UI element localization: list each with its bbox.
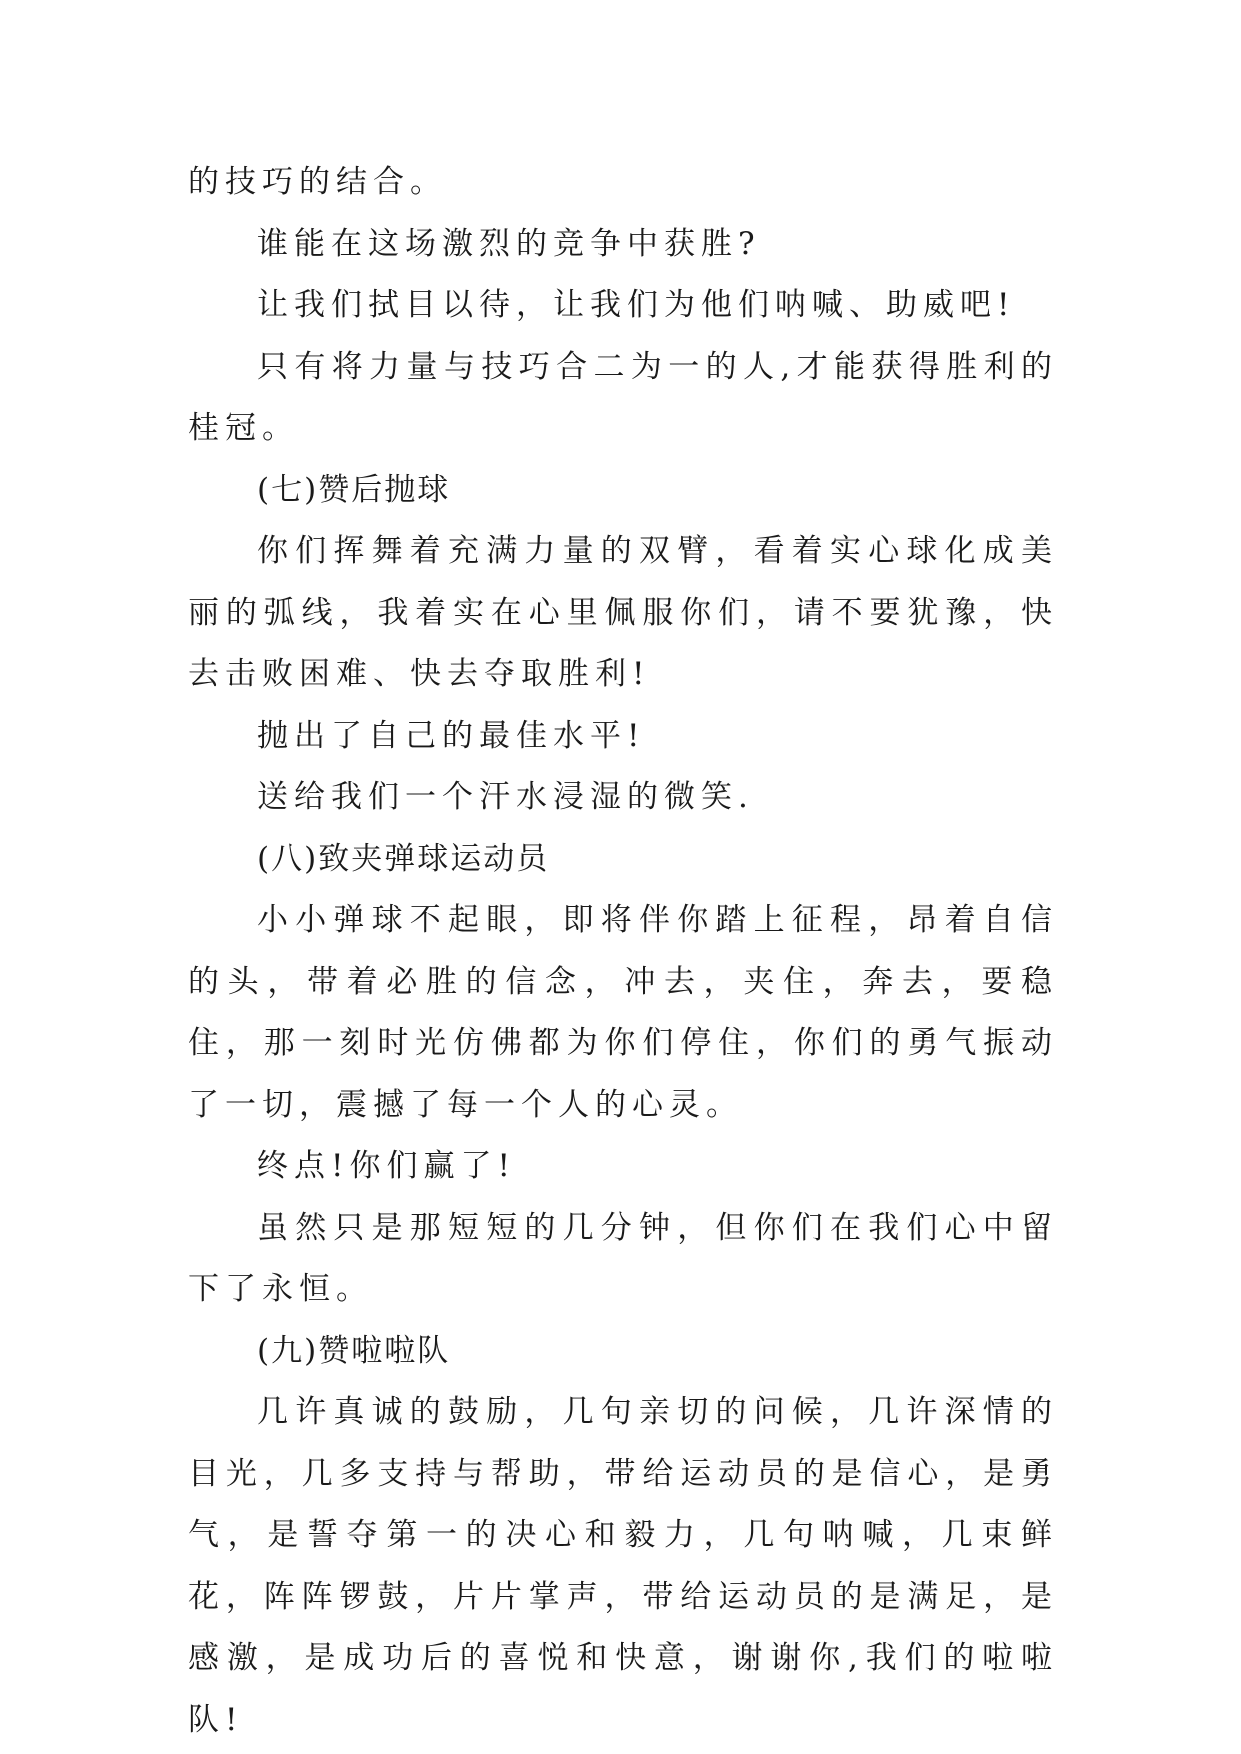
paragraph: 虽然只是那短短的几分钟，但你们在我们心中留下了永恒。 xyxy=(188,1209,1058,1307)
paragraph: 小小弹球不起眼，即将伴你踏上征程，昂着自信的头，带着必胜的信念，冲去，夹住，奔去，要稳住，那一刻时光仿佛都为你们停住，你们的勇气振动了一切，震撼了每一个人的心灵。 xyxy=(188,902,1058,1123)
section-heading-9: (九)赞啦啦队 xyxy=(257,1332,451,1369)
paragraph: 送给我们一个汗水浸湿的微笑. xyxy=(257,779,754,815)
paragraph: 终点!你们赢了! xyxy=(257,1148,516,1184)
paragraph: 只有将力量与技巧合二为一的人,才能获得胜利的桂冠。 xyxy=(188,348,1058,446)
document-body xyxy=(188,152,1058,1751)
section-heading-8: (八)致夹弹球运动员 xyxy=(257,840,550,877)
paragraph: 你们挥舞着充满力量的双臂，看着实心球化成美丽的弧线，我着实在心里佩服你们，请不要犹豫，快去击败困难、快去夺取胜利! xyxy=(188,533,1058,692)
paragraph: 让我们拭目以待，让我们为他们呐喊、助威吧! xyxy=(257,287,1016,323)
paragraph-continuation: 的技巧的结合。 xyxy=(188,164,447,200)
section-heading-7: (七)赞后抛球 xyxy=(257,471,451,508)
paragraph: 抛出了自己的最佳水平! xyxy=(257,717,646,754)
paragraph: 谁能在这场激烈的竞争中获胜? xyxy=(257,225,761,262)
paragraph: 几许真诚的鼓励，几句亲切的问候，几许深情的目光，几多支持与帮助，带给运动员的是信心，是勇气，是誓夺第一的决心和毅力，几句呐喊，几束鲜花，阵阵锣鼓，片片掌声，带给运动员的是满足，是感激，是成功后的喜悦和快意，谢谢你,我们的啦啦队! xyxy=(188,1394,1058,1738)
